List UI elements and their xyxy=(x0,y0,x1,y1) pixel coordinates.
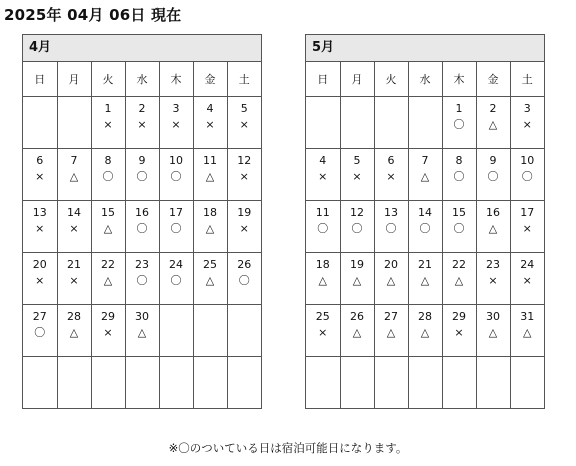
day-cell[interactable] xyxy=(442,201,476,253)
day-number: 2 xyxy=(489,102,497,115)
weekday-label: 木 xyxy=(442,62,476,97)
availability-mark: △ xyxy=(488,222,498,235)
day-number: 12 xyxy=(237,154,252,167)
day-cell[interactable] xyxy=(408,253,442,305)
day-number: 15 xyxy=(452,206,466,219)
day-number: 29 xyxy=(452,310,466,323)
day-cell[interactable] xyxy=(227,201,261,253)
day-cell[interactable] xyxy=(57,305,91,357)
day-number: 21 xyxy=(67,258,81,271)
day-cell xyxy=(91,357,125,409)
day-number: 6 xyxy=(387,154,395,167)
week-row xyxy=(23,201,261,253)
month-title: 5月 xyxy=(306,35,544,62)
day-cell[interactable] xyxy=(125,97,159,149)
week-row xyxy=(306,149,544,201)
weekday-label: 木 xyxy=(159,62,193,97)
day-cell[interactable] xyxy=(227,253,261,305)
day-cell[interactable] xyxy=(125,305,159,357)
day-number: 19 xyxy=(350,258,364,271)
day-cell xyxy=(57,97,91,149)
day-cell[interactable] xyxy=(510,97,544,149)
availability-mark: 〇 xyxy=(453,222,465,235)
day-cell[interactable] xyxy=(306,149,340,201)
day-cell xyxy=(193,357,227,409)
day-number: 1 xyxy=(455,102,463,115)
availability-mark: × xyxy=(35,170,45,183)
week-row xyxy=(23,253,261,305)
weekday-label: 月 xyxy=(57,62,91,97)
weekday-label: 土 xyxy=(227,62,261,97)
weekday-label: 金 xyxy=(476,62,510,97)
day-cell[interactable] xyxy=(374,149,408,201)
day-number: 28 xyxy=(418,310,432,323)
availability-mark: △ xyxy=(488,118,498,131)
availability-mark: 〇 xyxy=(453,170,465,183)
availability-mark: △ xyxy=(205,222,215,235)
day-number: 17 xyxy=(169,206,183,219)
weekday-label: 金 xyxy=(193,62,227,97)
availability-mark: × xyxy=(239,170,249,183)
day-number: 23 xyxy=(486,258,500,271)
day-cell xyxy=(442,357,476,409)
day-number: 14 xyxy=(418,206,432,219)
day-number: 8 xyxy=(455,154,463,167)
day-cell[interactable] xyxy=(476,201,510,253)
day-number: 4 xyxy=(206,102,214,115)
day-number: 27 xyxy=(32,310,47,323)
day-cell[interactable] xyxy=(125,253,159,305)
availability-mark: × xyxy=(318,170,328,183)
day-cell xyxy=(193,305,227,357)
day-cell[interactable] xyxy=(227,149,261,201)
day-cell[interactable] xyxy=(159,149,193,201)
day-number: 24 xyxy=(169,258,183,271)
availability-mark: × xyxy=(137,118,147,131)
day-cell[interactable] xyxy=(374,201,408,253)
availability-mark: × xyxy=(318,326,328,339)
day-number: 9 xyxy=(489,154,497,167)
weekday-label: 月 xyxy=(340,62,374,97)
availability-mark: 〇 xyxy=(521,170,533,183)
availability-mark: × xyxy=(35,274,45,287)
day-number: 3 xyxy=(523,102,531,115)
availability-mark: × xyxy=(69,222,79,235)
availability-mark: × xyxy=(522,222,532,235)
day-number: 19 xyxy=(237,206,252,219)
day-number: 25 xyxy=(203,258,217,271)
day-number: 16 xyxy=(486,206,500,219)
week-row xyxy=(306,357,544,409)
day-number: 29 xyxy=(101,310,115,323)
day-number: 18 xyxy=(315,258,330,271)
day-cell[interactable] xyxy=(442,253,476,305)
availability-mark: 〇 xyxy=(385,222,397,235)
availability-mark: × xyxy=(103,326,113,339)
weekday-header-row xyxy=(23,62,261,97)
day-cell[interactable] xyxy=(476,149,510,201)
availability-mark: △ xyxy=(205,274,215,287)
day-cell[interactable] xyxy=(57,149,91,201)
day-number: 24 xyxy=(520,258,535,271)
day-cell[interactable] xyxy=(374,305,408,357)
weekday-label: 日 xyxy=(23,62,57,97)
availability-mark: 〇 xyxy=(170,170,182,183)
day-cell xyxy=(408,97,442,149)
availability-mark: △ xyxy=(420,170,430,183)
availability-mark: 〇 xyxy=(453,118,465,131)
day-cell[interactable] xyxy=(340,149,374,201)
day-cell[interactable] xyxy=(57,253,91,305)
availability-mark: × xyxy=(205,118,215,131)
day-cell xyxy=(476,357,510,409)
day-cell[interactable] xyxy=(442,149,476,201)
day-cell[interactable] xyxy=(57,201,91,253)
day-cell[interactable] xyxy=(510,201,544,253)
day-cell[interactable] xyxy=(510,253,544,305)
weekday-label: 日 xyxy=(306,62,340,97)
availability-mark: × xyxy=(352,170,362,183)
day-cell[interactable] xyxy=(91,201,125,253)
day-cell[interactable] xyxy=(159,201,193,253)
day-cell xyxy=(408,357,442,409)
day-cell xyxy=(510,357,544,409)
day-cell[interactable] xyxy=(306,305,340,357)
availability-mark: △ xyxy=(69,170,79,183)
day-cell[interactable] xyxy=(193,201,227,253)
availability-mark: △ xyxy=(69,326,79,339)
week-row xyxy=(306,253,544,305)
as-of-date: 2025年 04月 06日 現在 xyxy=(4,6,182,24)
availability-mark: △ xyxy=(386,326,396,339)
day-number: 13 xyxy=(32,206,47,219)
weekday-label: 土 xyxy=(510,62,544,97)
day-cell[interactable] xyxy=(408,201,442,253)
availability-mark: 〇 xyxy=(136,274,148,287)
availability-mark: 〇 xyxy=(170,222,182,235)
day-number: 23 xyxy=(135,258,149,271)
day-cell xyxy=(57,357,91,409)
day-number: 5 xyxy=(353,154,361,167)
week-row xyxy=(23,97,261,149)
availability-mark: △ xyxy=(523,326,532,339)
day-number: 17 xyxy=(520,206,535,219)
day-number: 7 xyxy=(421,154,429,167)
day-cell xyxy=(227,357,261,409)
calendar-grid xyxy=(306,62,544,408)
day-number: 22 xyxy=(452,258,466,271)
day-number: 27 xyxy=(384,310,398,323)
day-cell xyxy=(23,357,57,409)
day-cell xyxy=(125,357,159,409)
availability-mark: 〇 xyxy=(351,222,363,235)
day-number: 10 xyxy=(169,154,183,167)
availability-mark: 〇 xyxy=(136,170,148,183)
availability-mark: × xyxy=(454,326,464,339)
day-cell[interactable] xyxy=(510,305,544,357)
day-cell[interactable] xyxy=(91,97,125,149)
day-number: 4 xyxy=(319,154,327,167)
availability-mark: △ xyxy=(352,326,362,339)
day-cell[interactable] xyxy=(193,149,227,201)
availability-mark: 〇 xyxy=(102,170,114,183)
week-row xyxy=(23,305,261,357)
day-cell[interactable] xyxy=(23,201,57,253)
availability-mark: 〇 xyxy=(238,274,250,287)
weekday-label: 火 xyxy=(374,62,408,97)
day-number: 20 xyxy=(384,258,398,271)
day-number: 3 xyxy=(172,102,180,115)
day-cell[interactable] xyxy=(125,201,159,253)
day-number: 8 xyxy=(104,154,112,167)
day-number: 5 xyxy=(240,102,248,115)
day-cell[interactable] xyxy=(125,149,159,201)
day-cell[interactable] xyxy=(408,305,442,357)
week-row xyxy=(306,201,544,253)
day-number: 26 xyxy=(237,258,252,271)
day-cell[interactable] xyxy=(476,305,510,357)
day-cell xyxy=(159,357,193,409)
day-cell[interactable] xyxy=(91,253,125,305)
day-cell[interactable] xyxy=(340,305,374,357)
month-title: 4月 xyxy=(23,35,261,62)
day-number: 14 xyxy=(67,206,81,219)
availability-mark: △ xyxy=(352,274,362,287)
availability-mark: 〇 xyxy=(136,222,148,235)
day-number: 31 xyxy=(520,310,535,323)
availability-mark: 〇 xyxy=(34,326,46,339)
availability-mark: △ xyxy=(137,326,147,339)
day-number: 16 xyxy=(135,206,149,219)
availability-mark: × xyxy=(488,274,498,287)
day-cell[interactable] xyxy=(23,305,57,357)
day-cell xyxy=(227,305,261,357)
availability-mark: 〇 xyxy=(317,222,329,235)
availability-mark: × xyxy=(69,274,79,287)
availability-mark: △ xyxy=(454,274,464,287)
day-cell[interactable] xyxy=(510,149,544,201)
availability-mark: × xyxy=(239,222,249,235)
day-number: 7 xyxy=(70,154,78,167)
day-cell xyxy=(374,97,408,149)
day-cell[interactable] xyxy=(442,97,476,149)
availability-mark: × xyxy=(171,118,181,131)
availability-mark: △ xyxy=(318,274,327,287)
day-number: 30 xyxy=(486,310,500,323)
availability-mark: △ xyxy=(420,274,430,287)
day-number: 9 xyxy=(138,154,146,167)
day-number: 12 xyxy=(350,206,364,219)
day-cell[interactable] xyxy=(374,253,408,305)
day-number: 30 xyxy=(135,310,149,323)
calendar-grid xyxy=(23,62,261,408)
week-row xyxy=(23,357,261,409)
day-cell[interactable] xyxy=(476,253,510,305)
availability-mark: 〇 xyxy=(419,222,431,235)
day-cell xyxy=(340,357,374,409)
week-row xyxy=(306,97,544,149)
day-number: 6 xyxy=(36,154,44,167)
day-number: 22 xyxy=(101,258,115,271)
day-cell[interactable] xyxy=(23,149,57,201)
day-cell[interactable] xyxy=(340,253,374,305)
day-number: 11 xyxy=(315,206,330,219)
week-row xyxy=(306,305,544,357)
day-cell xyxy=(306,357,340,409)
availability-mark: △ xyxy=(103,222,113,235)
day-number: 13 xyxy=(384,206,398,219)
day-number: 21 xyxy=(418,258,432,271)
day-number: 20 xyxy=(32,258,47,271)
day-cell[interactable] xyxy=(306,201,340,253)
day-cell[interactable] xyxy=(91,149,125,201)
day-cell[interactable] xyxy=(159,97,193,149)
day-cell xyxy=(159,305,193,357)
calendar-april xyxy=(22,34,262,409)
weekday-header-row xyxy=(306,62,544,97)
day-number: 11 xyxy=(203,154,217,167)
availability-mark: × xyxy=(35,222,45,235)
day-cell[interactable] xyxy=(442,305,476,357)
day-number: 1 xyxy=(104,102,112,115)
availability-mark: △ xyxy=(488,326,498,339)
weekday-label: 水 xyxy=(408,62,442,97)
availability-mark: × xyxy=(522,118,532,131)
weekday-label: 水 xyxy=(125,62,159,97)
day-cell[interactable] xyxy=(408,149,442,201)
availability-mark: 〇 xyxy=(170,274,182,287)
day-cell[interactable] xyxy=(227,97,261,149)
availability-mark: × xyxy=(386,170,396,183)
day-cell xyxy=(340,97,374,149)
availability-mark: △ xyxy=(205,170,215,183)
day-number: 25 xyxy=(315,310,330,323)
day-number: 10 xyxy=(520,154,535,167)
weekday-label: 火 xyxy=(91,62,125,97)
day-number: 15 xyxy=(101,206,115,219)
day-cell xyxy=(23,97,57,149)
day-number: 2 xyxy=(138,102,146,115)
day-cell xyxy=(374,357,408,409)
day-cell[interactable] xyxy=(193,97,227,149)
day-number: 28 xyxy=(67,310,81,323)
day-cell[interactable] xyxy=(340,201,374,253)
availability-mark: × xyxy=(522,274,532,287)
availability-mark: △ xyxy=(420,326,430,339)
availability-mark: × xyxy=(239,118,249,131)
day-cell xyxy=(306,97,340,149)
calendar-may xyxy=(305,34,545,409)
day-cell[interactable] xyxy=(476,97,510,149)
availability-mark: △ xyxy=(386,274,396,287)
day-cell[interactable] xyxy=(91,305,125,357)
day-number: 26 xyxy=(350,310,364,323)
day-number: 18 xyxy=(203,206,217,219)
availability-footnote: ※〇のついている日は宿泊可能日になります。 xyxy=(168,441,408,455)
day-cell[interactable] xyxy=(23,253,57,305)
day-cell[interactable] xyxy=(193,253,227,305)
day-cell[interactable] xyxy=(306,253,340,305)
week-row xyxy=(23,149,261,201)
availability-mark: 〇 xyxy=(487,170,499,183)
day-cell[interactable] xyxy=(159,253,193,305)
availability-mark: × xyxy=(103,118,113,131)
availability-mark: △ xyxy=(103,274,113,287)
